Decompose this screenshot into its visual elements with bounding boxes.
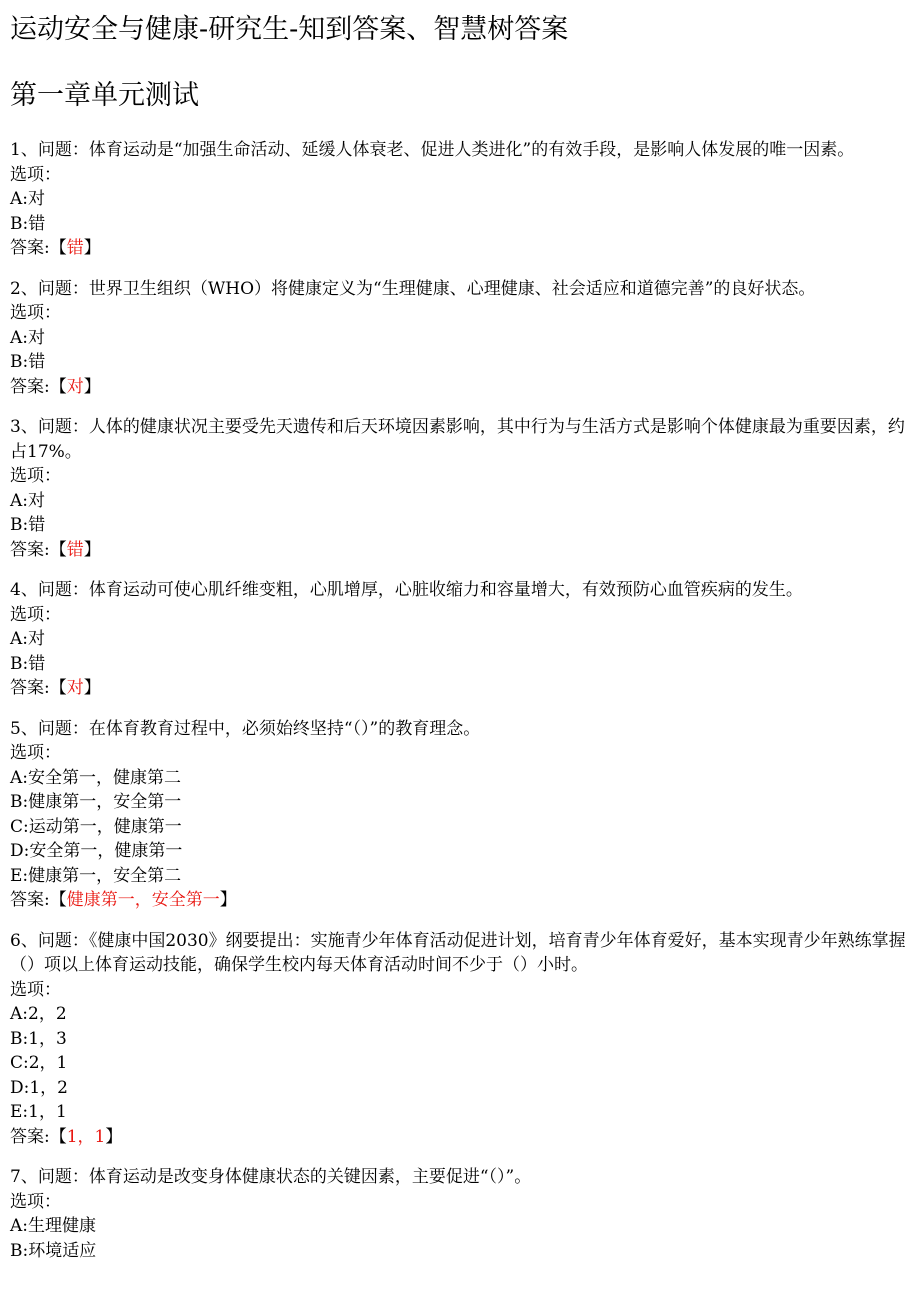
question-item (10, 277, 910, 400)
question-text: 1、问题：体育运动是“加强生命活动、延缓人体衰老、促进人类进化”的有效手段，是影响人体发展的唯一因素。 (10, 140, 855, 160)
answer-bracket-close: 】 (83, 678, 101, 698)
option-item: B:错 (10, 213, 46, 234)
document-page (10, 0, 910, 1279)
option-item: B:错 (10, 352, 46, 372)
answer-line (10, 888, 910, 913)
option-item: B:环境适应 (10, 1240, 97, 1261)
answer-label: 答案:【 (10, 376, 67, 397)
question-item (10, 717, 910, 913)
question-item (10, 138, 910, 261)
option-item: D:1，2 (10, 1077, 68, 1098)
options-label: 选项： (10, 743, 61, 763)
answer-label: 答案:【 (10, 539, 67, 560)
answer-label: 答案:【 (10, 238, 67, 258)
answer-line (10, 375, 910, 400)
options-label: 选项： (10, 303, 61, 323)
answer-value: 错 (66, 539, 84, 560)
answer-label: 答案:【 (10, 1126, 67, 1147)
answer-line (10, 236, 910, 261)
answer-bracket-close: 】 (83, 539, 101, 560)
options-label: 选项： (10, 466, 61, 486)
option-item: A:2，2 (10, 1004, 67, 1024)
answer-line (10, 676, 910, 701)
question-item (10, 1165, 910, 1263)
option-item: E:健康第一，安全第二 (10, 865, 182, 886)
answer-value: 1，1 (66, 1126, 106, 1147)
question-text: 2、问题：世界卫生组织（WHO）将健康定义为“生理健康、心理健康、社会适应和道德完善”的良好状态。 (10, 278, 816, 299)
answer-bracket-close: 】 (83, 376, 101, 397)
answer-bracket-close: 】 (83, 238, 101, 258)
option-item: A:对 (10, 327, 46, 348)
answer-value: 错 (66, 238, 84, 258)
question-item (10, 578, 910, 701)
answer-line (10, 1125, 910, 1150)
options-label: 选项： (10, 1191, 61, 1212)
question-text: 4、问题：体育运动可使心肌纤维变粗，心肌增厚，心脏收缩力和容量增大，有效预防心血管疾病的发生。 (10, 580, 803, 600)
option-item: A:对 (10, 189, 46, 209)
question-text: 3、问题：人体的健康状况主要受先天遗传和后天环境因素影响，其中行为与生活方式是影响个体健康最为重要因素，约占17%。 (10, 417, 905, 462)
question-text: 6、问题：《健康中国2030》纲要提出：实施青少年体育活动促进计划，培育青少年体育爱好，基本实现青少年熟练掌握（）项以上体育运动技能，确保学生校内每天体育活动时间不少于（）小时。 (10, 930, 906, 975)
option-item: A:对 (10, 629, 46, 649)
answer-label: 答案:【 (10, 678, 67, 698)
option-item: B:错 (10, 515, 46, 535)
answer-value: 对 (66, 678, 84, 698)
options-label: 选项： (10, 979, 61, 1000)
option-item: A:安全第一，健康第二 (10, 767, 182, 788)
option-item: E:1，1 (10, 1102, 67, 1122)
question-item (10, 415, 910, 562)
option-item: A:生理健康 (10, 1216, 97, 1236)
question-list (10, 138, 910, 1263)
option-item: A:对 (10, 490, 46, 511)
question-item (10, 929, 910, 1150)
option-item: D:安全第一，健康第一 (10, 841, 183, 861)
option-item: B:1，3 (10, 1028, 67, 1049)
answer-bracket-close: 】 (105, 1126, 123, 1147)
options-label: 选项： (10, 164, 61, 185)
answer-label: 答案:【 (10, 890, 67, 910)
answer-line (10, 538, 910, 563)
answer-value: 对 (66, 376, 84, 397)
answer-value: 健康第一，安全第一 (66, 890, 220, 910)
option-item: B:错 (10, 653, 46, 674)
answer-bracket-close: 】 (219, 890, 237, 910)
question-text: 7、问题：体育运动是改变身体健康状态的关键因素，主要促进“（）”。 (10, 1167, 532, 1187)
chapter-title: 第一章单元测试 (10, 80, 199, 111)
document-title: 运动安全与健康-研究生-知到答案、智慧树答案 (10, 14, 569, 45)
option-item: C:运动第一，健康第一 (10, 816, 182, 837)
options-label: 选项： (10, 604, 61, 625)
option-item: B:健康第一，安全第一 (10, 792, 182, 812)
question-text: 5、问题：在体育教育过程中，必须始终坚持“（）”的教育理念。 (10, 718, 481, 739)
option-item: C:2，1 (10, 1053, 68, 1073)
